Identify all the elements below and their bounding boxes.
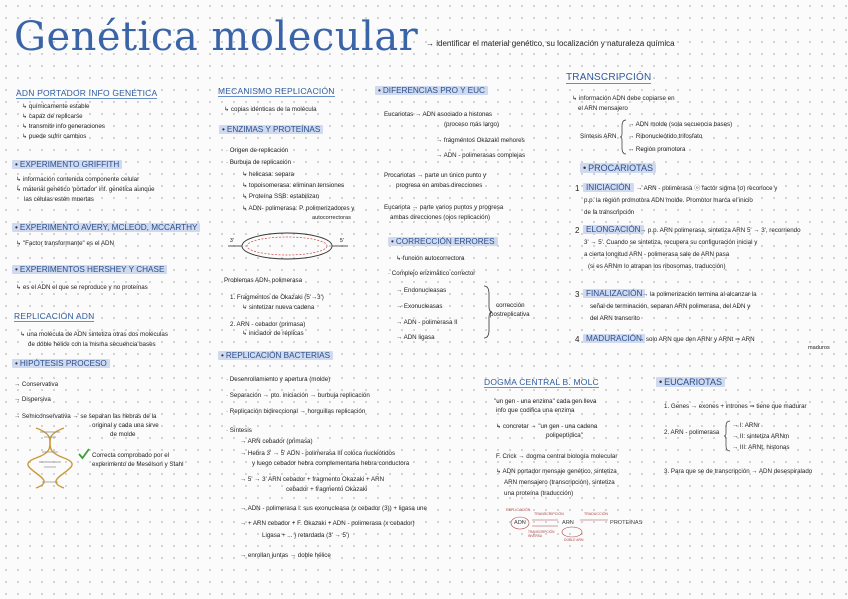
text-line: el ARN mensajero xyxy=(578,105,628,112)
list-item: → I: ARNr xyxy=(732,422,760,429)
text-line: → fragmentos Okazaki menores xyxy=(436,137,525,144)
section-heading-avery: • EXPERIMENTO AVERY, MCLEOD, MCCARTHY xyxy=(12,223,200,232)
text-line: ↳ "Factor transformante" es el ADN xyxy=(16,240,114,247)
text-line: señal de terminación, separan ARN polimerasa, del ADN y xyxy=(590,303,751,310)
text-line: corrección xyxy=(496,302,525,309)
text-line: Síntesis ARN xyxy=(580,133,617,140)
section-heading-griffith: • EXPERIMENTO GRIFFITH xyxy=(12,160,122,169)
text-line: ↳ material genético 'portador' inf. genética aunque xyxy=(16,186,155,193)
section-heading-hipotesis: • HIPÓTESIS PROCESO xyxy=(12,359,110,368)
text-line: ↳ ADN- polimerasa: P. polimerizadores y xyxy=(242,205,355,212)
text-line: · Origen de replicación xyxy=(226,147,289,154)
list-item: ↳ transmitir info generaciones xyxy=(22,123,105,130)
text-line: 3. Para que se de transcripción → ADN desespiralado xyxy=(664,468,813,475)
text-line: 1. Genes → exones + intrones ⇒ tiene que madurar xyxy=(664,403,807,410)
step-label-elongacion: ELONGACIÓN xyxy=(583,225,644,234)
list-item: ↳ químicamente estable xyxy=(22,103,90,110)
list-item: → Dispersiva xyxy=(14,396,51,403)
brace-icon xyxy=(724,421,730,451)
text-line: de doble hélice con la misma secuencia bases xyxy=(28,341,156,348)
step-label-maduracion: MADURACIÓN xyxy=(583,334,645,343)
text-line: · Complejo enzimático corrector xyxy=(388,270,476,277)
text-line: → p.p. ARN polimerasa, sintetiza ARN 5' → 3', recorriendo xyxy=(640,227,801,234)
list-item: de molde xyxy=(110,431,136,438)
text-line: Procariotas → parte un único punto y xyxy=(384,172,487,179)
text-line: cebador + fragmento Okazaki xyxy=(286,486,368,493)
dogma-label-transcripcion-inversa: TRANSCRIPCIÓN INVERSA xyxy=(528,530,555,538)
text-line: ↳ iniciador de réplicas xyxy=(242,330,304,337)
section-heading-dogma: DOGMA CENTRAL B. MOLC xyxy=(484,377,599,387)
step-number: 3 xyxy=(575,290,580,299)
text-line: Problemas ADN- polimerasa xyxy=(224,277,303,284)
section-heading-enzimas: • ENZIMAS Y PROTEÍNAS xyxy=(219,125,323,134)
section-heading-diferencias: • DIFERENCIAS PRO Y EUC xyxy=(375,86,488,95)
text-line: "un gen - una enzima" cada gen lleva xyxy=(494,398,597,405)
dogma-diagram xyxy=(504,506,650,542)
brace-icon xyxy=(620,120,626,154)
step-label-finalizacion: FINALIZACIÓN xyxy=(583,289,645,298)
section-heading-mecanismo: MECANISMO REPLICACIÓN xyxy=(218,86,335,96)
text-line: → + ARN cebador + F. Okazaki + ADN - polimerasa (x cebador) xyxy=(240,520,415,527)
section-heading-correccion: • CORRECCIÓN ERRORES xyxy=(388,237,498,246)
section-heading-replicacion-bacterias: • REPLICACIÓN BACTERIAS xyxy=(218,351,333,360)
text-line: las células estén muertas xyxy=(24,196,94,203)
text-line: y luego cebador hebra complementaria hebra conductora xyxy=(252,460,410,467)
text-line: → ADN - polimerasa I: sus exonucleasa (x cebador (3)) + ligasa une xyxy=(240,505,427,512)
svg-text:5': 5' xyxy=(340,238,344,244)
section-heading-adn-portador: ADN PORTADOR INFO GENÉTICA xyxy=(16,88,158,98)
text-line: ↳ función autocorrectora xyxy=(396,255,465,262)
list-item: → Semiconservativa → se separan las hebras de la xyxy=(14,413,157,420)
list-item: → Ribonucleótido trifosfato xyxy=(628,133,703,140)
text-line: → ARN cebador (primasa) xyxy=(240,438,313,445)
section-heading-hershey: • EXPERIMENTOS HERSHEY Y CHASE xyxy=(12,265,167,274)
list-item: → Región promotora xyxy=(628,146,686,153)
list-item: → ADN ligasa xyxy=(396,334,435,341)
text-line: · Desenrollamiento y apertura (molde) xyxy=(226,376,331,383)
text-line: postreplicativa xyxy=(490,311,530,318)
text-line: → solo ARN que den ARNr y ARNt ⇒ ARN xyxy=(638,336,755,343)
text-line: → 5' → 3' ARN cebador + fragmento Okazaki + ARN xyxy=(240,476,385,483)
list-item: → II: sintetiza ARNm xyxy=(732,433,790,440)
text-line: · Separación → pto. iniciación → burbuja replicación xyxy=(226,392,370,399)
text-line: ↳ helicasa: separa xyxy=(242,171,294,178)
check-icon xyxy=(78,448,90,460)
text-line: del ARN transcrito xyxy=(590,315,640,322)
dogma-label-traduccion: TRADUCCIÓN xyxy=(584,512,608,516)
step-label-iniciacion: INICIACIÓN xyxy=(583,183,634,192)
text-line: · Replicación bidireccional → horquillas replicación xyxy=(226,408,366,415)
text-line: ↳ sintetizar nueva cadena xyxy=(242,304,315,311)
page-title: Genética molecular xyxy=(14,14,419,60)
text-line: (si es ARNm lo atrapan los ribosomas, traducción) xyxy=(588,263,726,270)
text-line: experimento de Meselson y Stahl xyxy=(92,461,184,468)
text-line: una proteína (traducción) xyxy=(504,490,574,497)
dogma-label-transcripcion: TRANSCRIPCIÓN xyxy=(534,512,564,516)
list-item: → III: ARNt, histonas xyxy=(732,444,790,451)
list-item: → Conservativa xyxy=(14,381,59,388)
section-heading-transcripcion: TRANSCRIPCIÓN xyxy=(566,72,652,83)
text-line: → Hebra 3' → 5' ADN - polimerasa III coloca nucleótidos xyxy=(240,450,396,457)
list-item: → Exonucleasas xyxy=(396,303,443,310)
text-line: info que codifica una enzima xyxy=(496,407,575,414)
text-line: 2. ARN - polimerasa xyxy=(664,429,720,436)
text-line: · Burbuja de replicación xyxy=(226,159,292,166)
replication-bubble-illustration xyxy=(228,228,348,264)
text-line: · Síntesis xyxy=(226,427,252,434)
text-line: ↳ ADN portador mensaje genético, sintetiza xyxy=(496,468,617,475)
text-line: → la polimerización termina al alcanzar la xyxy=(642,291,757,298)
text-line: Eucariotas → ADN asociado a histonas xyxy=(384,111,492,118)
text-line: de la transcripción xyxy=(584,209,635,216)
step-number: 2 xyxy=(575,226,580,235)
text-line: Correcta comprobado por el xyxy=(92,452,170,459)
text-line: ↳ topoisomerasa: eliminan tensiones xyxy=(242,182,345,189)
text-line: ambas direcciones (ojos replicación) xyxy=(390,214,491,221)
text-line: ↳ Proteína SSB: estabilizan xyxy=(242,193,320,200)
dogma-node-arn: ARN xyxy=(562,520,574,526)
step-number: 1 xyxy=(575,184,580,193)
text-line: ↳ es el ADN el que se reproduce y no proteínas xyxy=(16,284,148,291)
list-item: → ADN molde (sola secuencia bases) xyxy=(628,121,733,128)
dogma-node-proteinas: PROTEÍNAS xyxy=(610,520,643,526)
list-item: → Endonucleasas xyxy=(396,287,447,294)
text-line: 1. Fragmentos de Okazaki (5'→3') xyxy=(230,294,324,301)
text-line: F. Crick → dogma central biología molecular xyxy=(496,453,618,460)
text-line: polipeptídica" xyxy=(546,432,583,439)
text-line: Eucariota → parte varios puntos y progresa xyxy=(384,204,504,211)
text-line: autocorrectoras xyxy=(312,215,351,221)
text-line: → ADN - polimerasas complejas xyxy=(436,152,526,159)
text-line: p.p. la región promotora ADN molde. Promotor marca el inicio xyxy=(584,197,753,204)
page-subtitle: → identificar el material genético, su localización y naturaleza química xyxy=(426,39,675,48)
text-line: ↳ información contenida componente celular xyxy=(16,176,140,183)
step-number: 4 xyxy=(575,335,580,344)
text-line: ARN mensajero (transcripción), sintetiza xyxy=(504,479,615,486)
dna-helix-illustration xyxy=(30,428,70,488)
text-line: maduros xyxy=(808,345,830,351)
list-item: → ADN - polimerasa II xyxy=(396,319,458,326)
dogma-node-adn: ADN xyxy=(514,520,526,526)
text-line: progresa en ambas direcciones xyxy=(396,182,483,189)
text-line: 2. ARN - cebador (primasa) xyxy=(230,321,306,328)
dogma-label-replicacion: REPLICACIÓN xyxy=(506,508,531,512)
section-heading-procariotas: • PROCARIOTAS xyxy=(580,163,656,173)
list-item: ↳ capaz de replicarse xyxy=(22,113,83,120)
dogma-label-doble-arn: DOBLE ARN xyxy=(564,538,584,542)
list-item: ↳ puede sufrir cambios xyxy=(22,133,87,140)
text-line: Ligasa + ... } retardada (3' → 5') xyxy=(262,532,350,539)
text-line: → ARN - polimerasa ⓞ factor sigma (σ) reconoce y xyxy=(636,185,778,192)
section-heading-replicacion-adn: REPLICACIÓN ADN xyxy=(14,311,95,321)
text-line: 3' → 5'. Cuando se sintetiza, recupera su configuración inicial y xyxy=(584,239,758,246)
text-line: → enrollan juntas → doble hélice xyxy=(240,552,331,559)
svg-text:3': 3' xyxy=(230,238,234,244)
list-item: original y cada una sirve xyxy=(92,422,159,429)
text-line: ↳ una molécula de ADN sintetiza otras dos moléculas xyxy=(20,331,168,338)
section-heading-eucariotas: • EUCARIOTAS xyxy=(656,377,725,387)
text-line: ↳ información ADN debe copiarse en xyxy=(572,95,675,102)
text-line: ↳ copias idénticas de la molécula xyxy=(224,106,317,113)
text-line: (proceso más largo) xyxy=(444,121,500,128)
text-line: a cierta longitud ARN - polimerasa sale de ARN pasa xyxy=(584,251,730,258)
text-line: ↳ concretar → "un gen - una cadena xyxy=(496,423,598,430)
